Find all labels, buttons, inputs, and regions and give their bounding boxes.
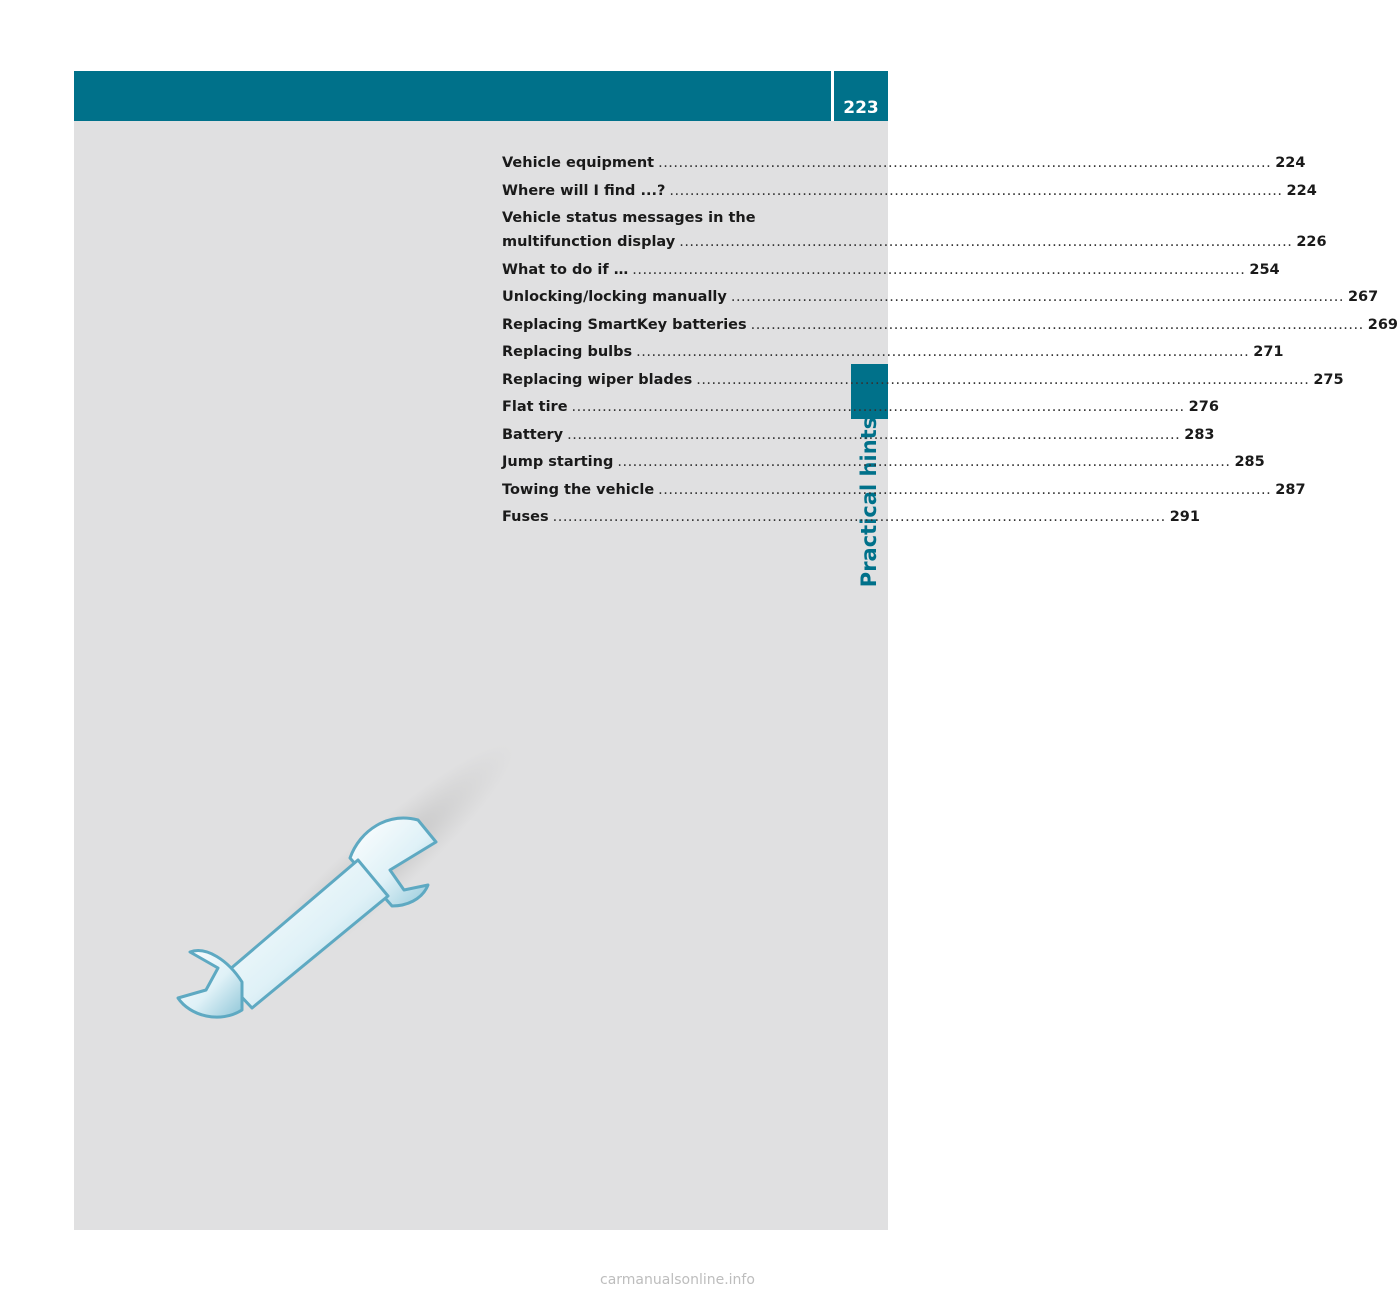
toc-entry-page: 285 [1234, 454, 1265, 470]
toc-entry-title: Flat tire [502, 399, 568, 415]
toc-entry-page: 226 [1296, 234, 1327, 250]
toc-entry-page: 224 [1286, 182, 1317, 199]
toc-entry-title: Where will I find ...? [502, 182, 666, 199]
toc-entry-title: Towing the vehicle [502, 481, 655, 498]
toc-leader-dots: ........................................................................................................................ [658, 481, 1272, 498]
toc-entry-title: Battery [502, 426, 564, 443]
toc-entry[interactable] [502, 285, 1379, 309]
toc-entry-page: 224 [1275, 155, 1306, 171]
toc-entry-title: What to do if … [502, 261, 629, 278]
toc-entry-page: 275 [1313, 371, 1344, 388]
toc-entry-page: 267 [1347, 289, 1379, 305]
toc-entry-title: Unlocking/locking manually [502, 289, 727, 305]
toc-entry-title: multifunction display [502, 234, 676, 250]
toc-leader-dots: ........................................................................................................................ [750, 316, 1364, 333]
toc-leader-dots: ........................................................................................................................ [632, 261, 1246, 278]
toc-leader-dots: ........................................................................................................................ [636, 344, 1250, 360]
toc-entry-title: Replacing bulbs [502, 344, 633, 360]
toc-entry[interactable] [502, 478, 1306, 502]
section-tab-text: Practical hints [857, 416, 881, 588]
toc-leader-dots: ........................................................................................................................ [679, 234, 1293, 250]
toc-entry[interactable] [502, 179, 1317, 203]
toc-entry[interactable] [502, 340, 1284, 364]
toc-entry-title: Replacing SmartKey batteries [502, 316, 747, 333]
toc-entry[interactable] [502, 258, 1280, 282]
toc-entry-title: Replacing wiper blades [502, 371, 693, 388]
toc-leader-dots: ........................................................................................................................ [571, 399, 1185, 415]
toc-entry[interactable] [502, 206, 1327, 254]
toc-entry-page: 283 [1184, 426, 1215, 443]
toc-entry-title: Vehicle equipment [502, 155, 655, 171]
toc-entry-page: 271 [1253, 344, 1284, 360]
toc-entry-page: 287 [1275, 481, 1306, 498]
toc-entry[interactable] [502, 368, 1344, 392]
page-number: 223 [843, 98, 879, 118]
toc-leader-dots: ........................................................................................................................ [696, 371, 1310, 388]
header-bar [74, 71, 888, 121]
toc-entry-page: 269 [1367, 316, 1398, 333]
toc-entry-page: 254 [1249, 261, 1280, 278]
toc-entry-page: 276 [1188, 399, 1219, 415]
toc-entry-title: Fuses [502, 509, 549, 525]
toc-entry[interactable] [502, 450, 1265, 474]
toc-leader-dots: ........................................................................................................................ [552, 509, 1166, 525]
toc-leader-dots: ........................................................................................................................ [669, 182, 1283, 199]
toc-leader-dots: ........................................................................................................................ [730, 289, 1344, 305]
toc-entry[interactable] [502, 395, 1219, 419]
toc-entry-title-line: Vehicle status messages in the [502, 210, 756, 226]
toc-entry-title: Jump starting [502, 454, 614, 470]
toc-entry[interactable] [502, 423, 1215, 447]
toc-leader-dots: ........................................................................................................................ [567, 426, 1181, 443]
toc-leader-dots: ........................................................................................................................ [658, 155, 1272, 171]
toc-leader-dots: ........................................................................................................................ [617, 454, 1231, 470]
toc-entry[interactable] [502, 505, 1200, 529]
wrench-icon [160, 720, 560, 1050]
toc-entry-page: 291 [1169, 509, 1200, 525]
toc-entry[interactable] [502, 313, 1398, 337]
watermark: carmanualsonline.info [600, 1272, 755, 1288]
toc-entry[interactable] [502, 151, 1306, 175]
